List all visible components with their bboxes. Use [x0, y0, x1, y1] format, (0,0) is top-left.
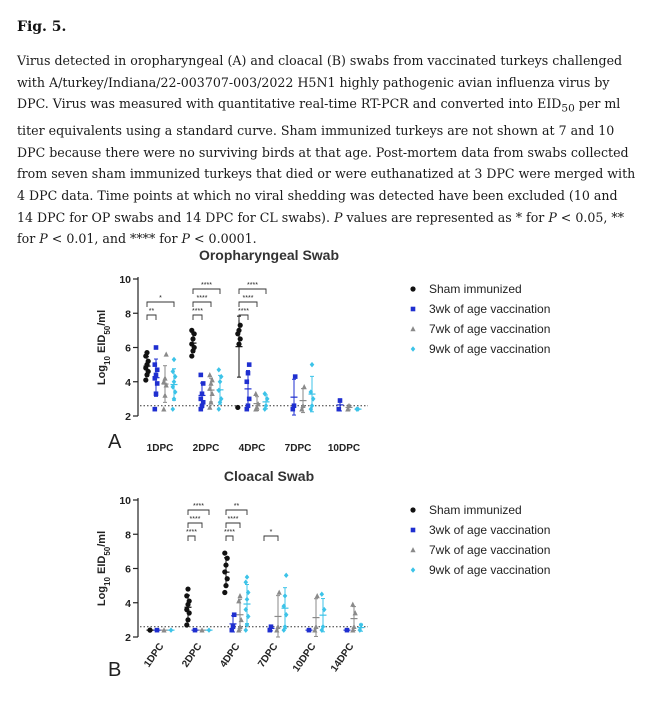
panel-a-data-point: [292, 403, 297, 408]
panel-b-data-point: [147, 628, 152, 633]
panel-a-data-point: [153, 362, 158, 367]
panel-a-legend-label: 3wk of age vaccination: [429, 302, 551, 316]
panel-b-legend-label: 3wk of age vaccination: [429, 523, 551, 537]
panel-b-significance-label: ****: [189, 516, 201, 523]
panel-b-data-point: [284, 573, 289, 578]
caption-p-values: values are represented as * for: [346, 209, 549, 225]
panel-a-data-point: [207, 372, 212, 377]
panel-a-data-point: [293, 374, 298, 379]
panel-a-x-tick-label: 1DPC: [146, 443, 174, 454]
panel-b-data-point: [350, 602, 355, 607]
panel-b-significance-bracket: [264, 536, 278, 541]
panel-b-significance-label: ****: [224, 529, 235, 536]
panel-b-y-label-part: /ml: [96, 530, 108, 547]
panel-a-y-label-part: Log: [96, 364, 108, 386]
panel-a-y-tick-label: 2: [125, 411, 131, 423]
panel-b-y-tick-label: 6: [125, 563, 131, 576]
panel-b-y-label: [96, 531, 112, 606]
panel-b-data-point: [193, 628, 198, 633]
panel-a-y-tick-label: 8: [125, 308, 131, 321]
panel-a-data-point: [189, 328, 194, 333]
panel-a-data-point: [162, 375, 167, 380]
panel-b-x-tick-label: 7DPC: [256, 641, 281, 670]
panel-b-x-tick-label: 1DPC: [142, 641, 167, 670]
panel-a-y-tick-label: 6: [125, 342, 131, 355]
panel-a-data-point: [154, 373, 159, 378]
panel-b-y-label-part: Log: [96, 585, 108, 607]
panel-b-data-point: [232, 612, 237, 617]
panel-b-legend-label: 9wk of age vaccination: [429, 563, 551, 577]
panel-a-x-tick-label: 2DPC: [192, 443, 220, 454]
caption-p0001: < 0.0001.: [190, 231, 257, 247]
panel-b-data-point: [225, 576, 230, 581]
panel-a-significance-bracket: [239, 302, 257, 307]
panel-b-data-point: [184, 607, 189, 612]
panel-b-data-point: [315, 593, 320, 598]
panel-a-x-tick-label: 4DPC: [238, 443, 266, 454]
panel-b-y-tick-label: 4: [125, 597, 131, 610]
panel-a-data-point: [164, 351, 169, 356]
panel-b-significance-label: ****: [193, 503, 204, 510]
panel-a-significance-label: **: [148, 308, 155, 315]
panel-b-significance-bracket: [226, 510, 247, 515]
panel-b-data-point: [275, 624, 280, 629]
panel-a-data-point: [171, 406, 176, 411]
panel-b-data-point: [320, 591, 325, 596]
panel-a-data-point: [218, 379, 223, 384]
panel-a-data-point: [338, 398, 343, 403]
panel-b-y-tick-label: 8: [125, 529, 131, 542]
panel-a-data-point: [238, 336, 243, 341]
panel-a-data-point: [199, 373, 204, 378]
panel-a-legend-label: 9wk of age vaccination: [429, 342, 551, 356]
panel-a-data-point: [146, 359, 151, 364]
panel-b-data-point: [239, 617, 244, 622]
panel-a-data-point: [236, 341, 241, 346]
panel-a-data-point: [144, 350, 149, 355]
panel-b-data-point: [222, 590, 227, 595]
panel-b-data-point: [169, 627, 174, 632]
panel-b-significance-bracket: [188, 510, 209, 515]
panel-a-data-point: [235, 405, 240, 410]
panel-a-data-point: [217, 406, 222, 411]
panel-a-data-point: [246, 403, 251, 408]
panel-b-data-point: [307, 628, 312, 633]
panel-a-significance-label: ****: [247, 282, 258, 289]
panel-a-legend-marker: [411, 307, 416, 312]
panel-b-data-point: [155, 628, 160, 633]
panel-a-y-label-part: EID: [96, 334, 108, 357]
panel-b-x-tick-label: 4DPC: [218, 641, 243, 670]
panel-b-data-point: [237, 593, 242, 598]
panel-a-y-tick-label: 4: [125, 376, 131, 389]
panel-b-significance-bracket: [226, 523, 240, 528]
panel-a-data-point: [217, 367, 222, 372]
panel-b-data-point: [184, 593, 189, 598]
panel-a-legend-marker: [410, 326, 415, 331]
panel-b-y-label-part: 50: [102, 546, 112, 556]
panel-a-significance-label: ****: [196, 295, 208, 302]
panel-b-legend-label: 7wk of age vaccination: [429, 543, 551, 557]
panel-a-y-label-part: 50: [102, 325, 112, 335]
panel-b-data-point: [185, 586, 190, 591]
panel-a-y-label-part: /ml: [96, 309, 108, 326]
panel-a-data-point: [172, 357, 177, 362]
panel-b-significance-label: **: [233, 503, 240, 510]
panel-a-significance-bracket: [193, 302, 211, 307]
panel-b-data-point: [359, 622, 364, 627]
panel-a-data-point: [161, 406, 166, 411]
panel-a-data-point: [238, 323, 243, 328]
panel-b-significance-bracket: [226, 536, 233, 541]
panel-a-legend-label: Sham immunized: [429, 282, 522, 296]
panel-a-data-point: [245, 379, 250, 384]
panel-b-legend-label: Sham immunized: [429, 503, 522, 517]
panel-a-data-point: [143, 377, 148, 382]
panel-a-data-point: [310, 362, 315, 367]
caption-p-italic: P: [548, 209, 557, 225]
panel-a-data-point: [200, 391, 205, 396]
panel-a-data-point: [207, 386, 212, 391]
panel-a-significance-bracket: [147, 302, 174, 307]
panel-a-legend-marker: [411, 346, 416, 351]
caption-p05: < 0.05, ** for: [17, 209, 624, 247]
panel-b-legend-marker: [410, 547, 415, 552]
panel-b-data-point: [231, 624, 236, 629]
panel-b-significance-label: ****: [227, 516, 239, 523]
panel-a-data-point: [189, 353, 194, 358]
panel-a-data-point: [154, 345, 159, 350]
panel-a-data-point: [337, 407, 342, 412]
panel-b-x-tick-label: 2DPC: [180, 641, 205, 670]
panel-a-y-label-part: 10: [102, 356, 112, 365]
caption-subscript: 50: [561, 102, 575, 115]
panel-b-legend-marker: [410, 507, 415, 512]
panel-a-x-tick-label: 10DPC: [327, 443, 361, 454]
panel-b-data-point: [222, 569, 227, 574]
figure-caption: [17, 50, 637, 250]
panel-b-data-point: [185, 617, 190, 622]
panel-a-data-point: [246, 371, 251, 376]
panel-b-y-tick-label: 2: [125, 632, 131, 644]
panel-b-data-point: [345, 628, 350, 633]
panel-a-significance-label: ****: [201, 282, 212, 289]
panel-b-data-point: [351, 624, 356, 629]
caption-p-italic: P: [181, 231, 190, 247]
panel-a-data-point: [236, 328, 241, 333]
caption-p01: < 0.01, and **** for: [47, 231, 182, 247]
caption-p-italic: P: [333, 209, 343, 225]
panel-b-data-point: [223, 562, 228, 567]
panel-b-data-point: [207, 627, 212, 632]
figure-chart: [0, 232, 658, 706]
panel-b-x-tick-label: 10DPC: [290, 641, 319, 675]
panel-a-data-point: [155, 381, 160, 386]
panel-a-significance-bracket: [193, 289, 220, 294]
panel-b-data-point: [269, 624, 274, 629]
panel-b-data-point: [244, 627, 249, 632]
panel-b-y-label-part: EID: [96, 555, 108, 578]
panel-a-data-point: [189, 341, 194, 346]
panel-b-significance-bracket: [188, 523, 202, 528]
panel-b-data-point: [245, 574, 250, 579]
panel-b-legend-marker: [411, 567, 416, 572]
panel-a-significance-label: ****: [192, 308, 203, 315]
panel-a-data-point: [247, 362, 252, 367]
panel-b-data-point: [225, 556, 230, 561]
panel-a-x-tick-label: 7DPC: [284, 443, 312, 454]
panel-a-legend-label: 7wk of age vaccination: [429, 322, 551, 336]
panel-a-significance-bracket: [147, 315, 156, 320]
caption-intro: Virus detected in oropharyngeal (A) and cloacal (B) swabs from vaccinated turkeys challenged with A/turkey/Indiana/22-003707-003/2022 H5N1 highly pathogenic avian influenza virus by DPC. Virus was measured with quantitative real-time RT-PCR and converted into EID: [17, 53, 623, 112]
panel-a-data-point: [302, 384, 307, 389]
panel-a-data-point: [199, 397, 204, 402]
panel-a-data-point: [162, 393, 167, 398]
panel-b-data-point: [222, 550, 227, 555]
panel-b-data-point: [313, 624, 318, 629]
figure-label: Fig. 5.: [17, 19, 67, 35]
panel-b-data-point: [184, 622, 189, 627]
panel-a-significance-label: *: [159, 295, 162, 302]
panel-a-data-point: [201, 381, 206, 386]
panel-a-title: Oropharyngeal Swab: [198, 247, 340, 263]
panel-a-data-point: [155, 367, 160, 372]
panel-a-letter: A: [108, 431, 122, 453]
panel-b-significance-label: *: [269, 529, 273, 536]
panel-a-significance-label: ****: [238, 308, 249, 315]
panel-a-significance-label: ****: [242, 295, 254, 302]
panel-b-letter: B: [108, 659, 122, 681]
caption-p-italic: P: [39, 231, 48, 247]
panel-a-data-point: [172, 379, 177, 384]
panel-b-data-point: [353, 610, 358, 615]
panel-b-significance-label: ****: [186, 529, 197, 536]
panel-b-y-tick-label: 10: [119, 495, 131, 507]
panel-a-data-point: [190, 336, 195, 341]
panel-a-significance-bracket: [239, 289, 266, 294]
panel-b-data-point: [245, 597, 250, 602]
panel-b-legend-marker: [411, 528, 416, 533]
panel-a-y-label: [96, 310, 112, 385]
caption-middle: per ml titer equivalents using a standard curve. Sham immunized turkeys are not shown at 7 and 10 DPC because there were no surviving birds at that age. Post-mortem data from swabs collected from seven sham immunized turkeys that died or were euthanatized at 3 DPC were merged with 4 DPC data. Time points at which no viral shedding was detected have been excluded (10 and 14 DPC for OP swabs and 14 DPC for CL swabs).: [17, 96, 636, 225]
panel-b-data-point: [223, 583, 228, 588]
panel-a-data-point: [253, 391, 258, 396]
panel-a-y-tick-label: 10: [119, 274, 131, 286]
panel-a-data-point: [153, 407, 158, 412]
panel-b-data-point: [283, 593, 288, 598]
panel-b-significance-bracket: [188, 536, 195, 541]
panel-b-y-label-part: 10: [102, 577, 112, 586]
panel-a-data-point: [210, 391, 215, 396]
panel-a-data-point: [154, 391, 159, 396]
panel-b-data-point: [187, 598, 192, 603]
panel-b-title: Cloacal Swab: [223, 468, 315, 484]
panel-a-data-point: [247, 397, 252, 402]
panel-b-x-tick-label: 14DPC: [328, 641, 357, 675]
panel-b-data-point: [277, 590, 282, 595]
panel-a-significance-bracket: [193, 315, 202, 320]
panel-a-legend-marker: [410, 286, 415, 291]
